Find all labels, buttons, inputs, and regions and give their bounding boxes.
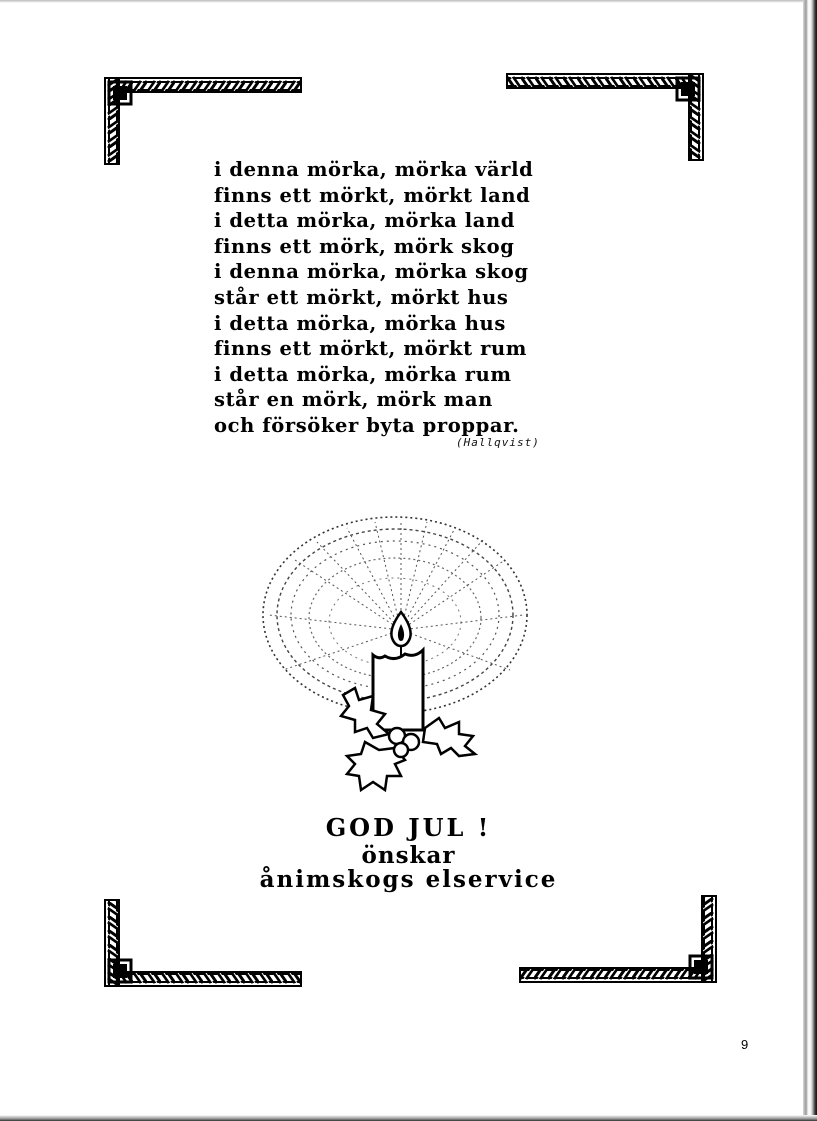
poem-line: i denna mörka, mörka skog — [214, 260, 529, 284]
celtic-corner-ornament-icon — [520, 896, 716, 982]
corner-ornament-bottom-right — [513, 892, 718, 984]
poem-line: i denna mörka, mörka värld — [214, 158, 534, 181]
greeting-sender: ånimskogs elservice — [259, 866, 558, 893]
candle-wreath-illustration-icon — [263, 517, 527, 790]
page-number: 9 — [741, 1037, 749, 1052]
poem-line: står ett mörkt, mörkt hus — [214, 285, 509, 309]
poem — [214, 157, 614, 439]
poem-line: och försöker byta proppar. — [214, 413, 520, 437]
poem-line: i detta mörka, mörka hus — [214, 311, 506, 335]
poem-line: finns ett mörkt, mörkt rum — [214, 337, 528, 361]
celtic-corner-ornament-icon — [105, 900, 301, 986]
poem-author: (Hallqvist) — [456, 436, 540, 449]
corner-ornament-bottom-left — [103, 896, 313, 988]
celtic-corner-ornament-icon — [507, 74, 703, 160]
greeting-god-jul: GOD JUL ! — [325, 813, 492, 842]
poem-line: finns ett mörkt, mörkt land — [214, 183, 531, 207]
corner-ornament-top-right — [505, 72, 705, 162]
page-right-edge — [803, 0, 817, 1121]
poem-line: står en mörk, mörk man — [214, 388, 493, 412]
page-bottom-edge — [0, 1115, 817, 1121]
greeting-onskar: önskar — [361, 842, 456, 869]
poem-line: i detta mörka, mörka rum — [214, 362, 512, 386]
celtic-corner-ornament-icon — [105, 78, 301, 164]
poem-line: finns ett mörk, mörk skog — [214, 234, 515, 258]
candle-wreath-illustration — [255, 510, 555, 800]
poem-line: i detta mörka, mörka land — [214, 209, 516, 233]
corner-ornament-top-left — [103, 76, 303, 166]
page-top-edge — [0, 0, 817, 3]
